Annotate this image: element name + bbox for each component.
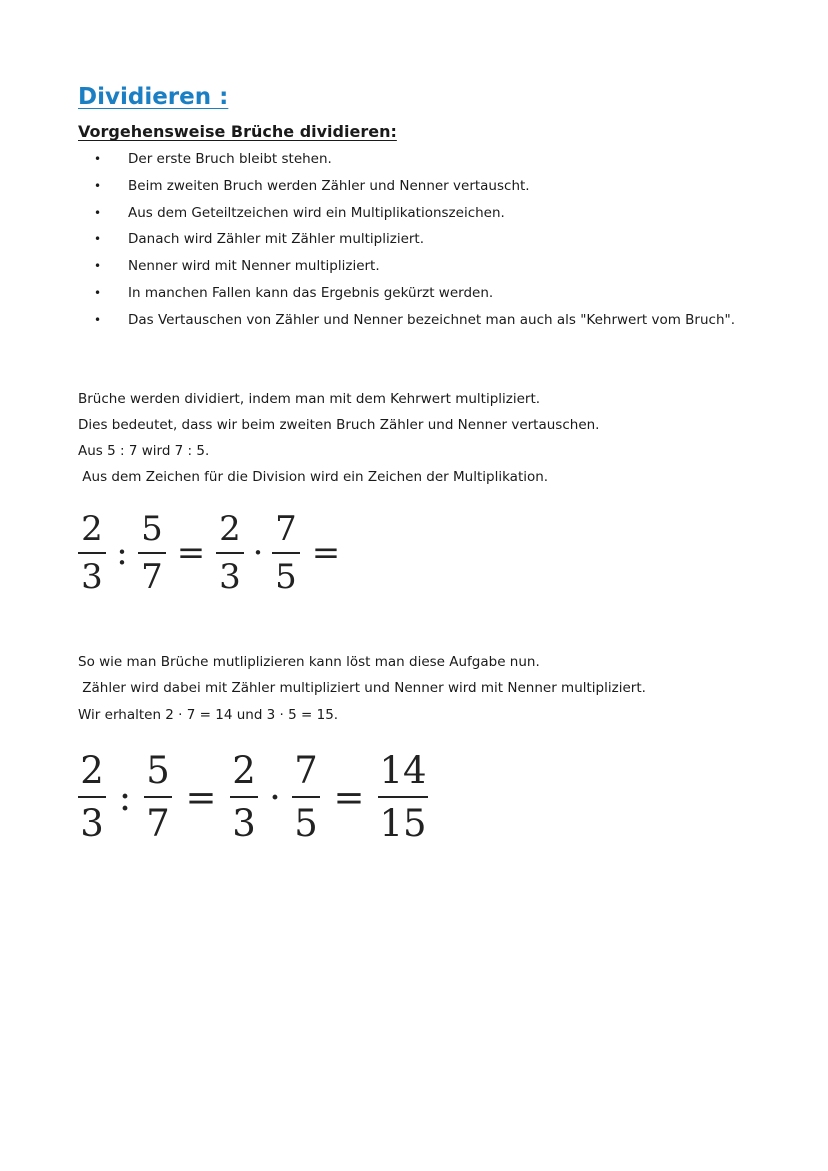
bullet-icon: • [94, 313, 102, 327]
explanation-line: Aus dem Zeichen für die Division wird ein Zeichen der Multiplikation. [78, 469, 549, 485]
denominator: 3 [80, 802, 104, 845]
step-text: Aus dem Geteiltzeichen wird ein Multiplikationszeichen. [128, 205, 505, 221]
explanation-line: Dies bedeutet, dass wir beim zweiten Bruch Zähler und Nenner vertauschen. [78, 417, 600, 433]
step-text: Der erste Bruch bleibt stehen. [128, 151, 332, 167]
fraction [144, 749, 172, 845]
equals-sign: = [333, 775, 365, 819]
equation-solution [78, 749, 428, 845]
multiplication-sign: · [269, 775, 281, 819]
bullet-icon: • [94, 179, 102, 193]
fraction-bar [78, 552, 106, 554]
section-heading: Vorgehensweise Brüche dividieren: [78, 122, 397, 141]
fraction-bar [78, 796, 106, 798]
equals-sign: = [176, 533, 206, 573]
numerator: 2 [219, 509, 241, 549]
bullet-icon: • [94, 232, 102, 246]
denominator: 5 [294, 802, 318, 845]
multiplication-sign: · [252, 533, 264, 573]
equation-reciprocal [78, 509, 352, 597]
fraction [78, 509, 106, 597]
explanation-line: Aus 5 : 7 wird 7 : 5. [78, 443, 210, 459]
result-fraction [378, 749, 428, 845]
numerator: 5 [141, 509, 163, 549]
bullet-icon: • [94, 259, 102, 273]
numerator: 2 [232, 749, 256, 792]
fraction-bar [272, 552, 300, 554]
numerator: 7 [275, 509, 297, 549]
bullet-icon: • [94, 286, 102, 300]
denominator: 5 [275, 557, 297, 597]
division-sign: : [118, 775, 132, 819]
equals-sign: = [185, 775, 217, 819]
bullet-icon: • [94, 152, 102, 166]
denominator: 3 [81, 557, 103, 597]
denominator: 7 [141, 557, 163, 597]
fraction [78, 749, 106, 845]
fraction [272, 509, 300, 597]
fraction [292, 749, 320, 845]
bullet-icon: • [94, 206, 102, 220]
numerator: 7 [294, 749, 318, 792]
explanation-line: So wie man Brüche mutliplizieren kann löst man diese Aufgabe nun. [78, 654, 540, 670]
explanation-line: Brüche werden dividiert, indem man mit dem Kehrwert multipliziert. [78, 391, 541, 407]
fraction-bar [216, 552, 244, 554]
fraction-bar [138, 552, 166, 554]
explanation-line: Zähler wird dabei mit Zähler multipliziert und Nenner wird mit Nenner multipliziert. [78, 680, 646, 696]
denominator: 15 [379, 802, 427, 845]
step-text: Das Vertauschen von Zähler und Nenner bezeichnet man auch als "Kehrwert vom Bruch". [128, 312, 736, 328]
denominator: 7 [146, 802, 170, 845]
step-text: In manchen Fallen kann das Ergebnis gekürzt werden. [128, 285, 494, 301]
fraction-bar [378, 796, 428, 798]
explanation-line: Wir erhalten 2 · 7 = 14 und 3 · 5 = 15. [78, 707, 339, 723]
division-sign: : [116, 533, 128, 573]
step-text: Beim zweiten Bruch werden Zähler und Nenner vertauscht. [128, 178, 530, 194]
fraction-bar [292, 796, 320, 798]
fraction-bar [144, 796, 172, 798]
fraction [138, 509, 166, 597]
fraction [230, 749, 258, 845]
fraction-bar [230, 796, 258, 798]
step-text: Danach wird Zähler mit Zähler multipliziert. [128, 231, 425, 247]
numerator: 2 [80, 749, 104, 792]
denominator: 3 [219, 557, 241, 597]
numerator: 14 [379, 749, 427, 792]
numerator: 2 [81, 509, 103, 549]
numerator: 5 [146, 749, 170, 792]
page-title: Dividieren : [78, 84, 229, 110]
step-text: Nenner wird mit Nenner multipliziert. [128, 258, 380, 274]
denominator: 3 [232, 802, 256, 845]
equals-sign: = [311, 533, 341, 573]
fraction [216, 509, 244, 597]
